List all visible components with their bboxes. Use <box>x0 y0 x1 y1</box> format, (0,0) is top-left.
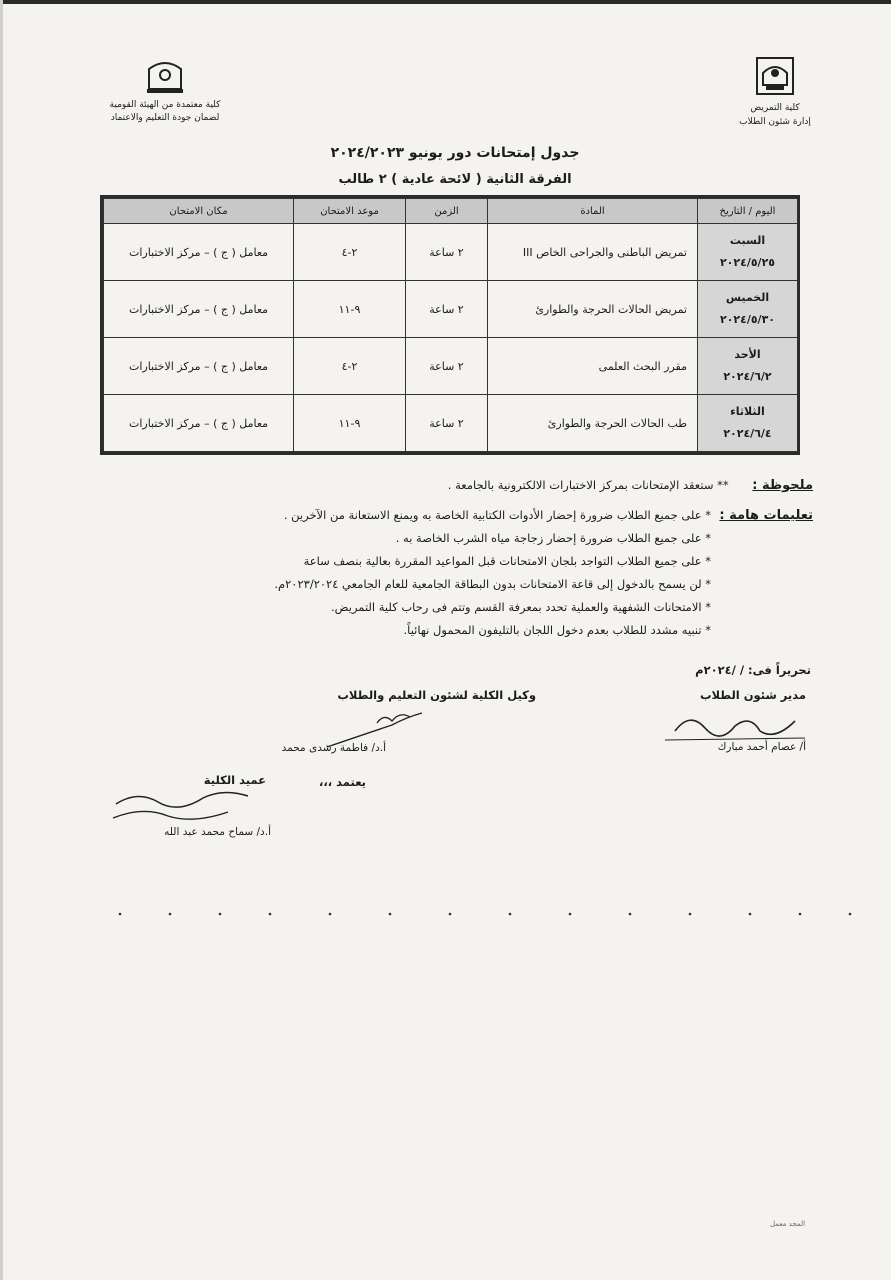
notes-section <box>93 478 813 646</box>
list-item: * على جميع الطلاب ضرورة إحضار زجاجة مياه الشرب الخاصة به . <box>395 531 711 545</box>
table-header-row <box>104 199 798 224</box>
subject-cell: مقرر البحث العلمى <box>488 338 698 395</box>
day-name: الثلاثاء <box>730 405 765 418</box>
dotted-separator <box>100 912 860 916</box>
duration-cell: ٢ ساعة <box>406 395 488 452</box>
exam-date: ٢٠٢٤/٦/٤ <box>723 427 772 440</box>
header-subject: المادة <box>488 199 698 224</box>
day-date-cell <box>698 395 798 452</box>
vice-dean-title: وكيل الكلية لشئون التعليم والطلاب <box>337 688 536 702</box>
list-item: * تنبيه مشدد للطلاب بعدم دخول اللجان بالتليفون المحمول نهائياً. <box>403 623 711 637</box>
instructions-list <box>93 508 813 646</box>
day-name: الأحد <box>734 348 761 361</box>
table-row <box>104 224 798 281</box>
place-cell: معامل ( ج ) – مركز الاختبارات <box>104 395 294 452</box>
page-subtitle: الفرقة الثانية ( لائحة عادية ) ٢ طالب <box>338 172 572 187</box>
subject-cell: طب الحالات الحرجة والطوارئ <box>488 395 698 452</box>
accreditation-logo-icon <box>143 55 187 95</box>
time-cell: ٩-١١ <box>294 395 406 452</box>
header-day-date: اليوم / التاريخ <box>698 199 798 224</box>
exam-date: ٢٠٢٤/٦/٢ <box>723 370 772 383</box>
list-item: * الامتحانات الشفهية والعملية تحدد بمعرفة القسم وتتم فى رحاب كلية التمريض. <box>331 600 711 614</box>
day-date-cell <box>698 338 798 395</box>
approval-label: يعتمد ،،، <box>319 775 366 789</box>
duration-cell: ٢ ساعة <box>406 224 488 281</box>
note-label: ملحوظة : <box>752 478 813 493</box>
place-cell: معامل ( ج ) – مركز الاختبارات <box>104 281 294 338</box>
time-cell: ٢-٤ <box>294 224 406 281</box>
faculty-name: كلية التمريض <box>750 103 800 113</box>
exam-date: ٢٠٢٤/٥/٣٠ <box>719 313 776 326</box>
header-exam-place: مكان الامتحان <box>104 199 294 224</box>
director-title: مدير شئون الطلاب <box>699 688 806 702</box>
day-date-cell <box>698 224 798 281</box>
subject-cell: تمريض الحالات الحرجة والطوارئ <box>488 281 698 338</box>
dated-line: تحريراً فى: / /٢٠٢٤م <box>695 663 811 677</box>
time-cell: ٩-١١ <box>294 281 406 338</box>
dean-signature-icon <box>108 786 258 828</box>
day-date-cell <box>698 281 798 338</box>
director-name: أ/ عصام أحمد مبارك <box>717 741 806 753</box>
place-cell: معامل ( ج ) – مركز الاختبارات <box>104 224 294 281</box>
exam-schedule-table <box>100 195 800 455</box>
faculty-logo-icon <box>754 55 796 97</box>
list-item: * على جميع الطلاب ضرورة إحضار الأدوات الكتابية الخاصة به ويمنع الاستعانة من الآخرين . <box>283 508 711 522</box>
director-signature-icon <box>665 706 815 746</box>
dean-name: أ.د/ سماح محمد عبد الله <box>164 826 271 838</box>
day-name: الخميس <box>725 291 770 304</box>
day-name: السبت <box>729 234 766 247</box>
duration-cell: ٢ ساعة <box>406 338 488 395</box>
faculty-header <box>730 55 820 129</box>
note-line <box>93 478 813 500</box>
accreditation-line2: لضمان جودة التعليم والاعتماد <box>110 113 220 123</box>
duration-cell: ٢ ساعة <box>406 281 488 338</box>
accreditation-header <box>95 55 235 125</box>
instructions-label: تعليمات هامة : <box>719 508 813 523</box>
page-title: جدول إمتحانات دور يونيو ٢٠٢٤/٢٠٢٣ <box>330 145 580 161</box>
place-cell: معامل ( ج ) – مركز الاختبارات <box>104 338 294 395</box>
header-duration: الزمن <box>406 199 488 224</box>
subject-cell: تمريض الباطنى والجراحى الخاص III <box>488 224 698 281</box>
table-row <box>104 395 798 452</box>
exam-date: ٢٠٢٤/٥/٢٥ <box>719 256 776 269</box>
list-item: * لن يسمح بالدخول إلى قاعة الامتحانات بدون البطاقة الجامعية للعام الجامعي ٢٠٢٣/٢٠٢٤م. <box>274 577 711 591</box>
footer-mark: المجد معمل <box>770 1220 806 1228</box>
note-text: ** ستعقد الإمتحانات بمركز الاختبارات الالكترونية بالجامعة . <box>447 478 729 492</box>
time-cell: ٢-٤ <box>294 338 406 395</box>
dean-title: عميد الكلية <box>203 773 266 787</box>
vice-dean-name: أ.د/ فاطمة رشدى محمد <box>281 742 386 754</box>
top-border <box>0 0 891 4</box>
left-edge <box>0 0 3 1280</box>
list-item: * على جميع الطلاب التواجد بلجان الامتحانات قبل المواعيد المقررة بعالية بنصف ساعة <box>303 554 711 568</box>
table-row <box>104 338 798 395</box>
department-name: إدارة شئون الطلاب <box>739 117 811 127</box>
header-exam-time: موعد الامتحان <box>294 199 406 224</box>
table-row <box>104 281 798 338</box>
accreditation-line1: كلية معتمدة من الهيئة القومية <box>109 100 221 110</box>
